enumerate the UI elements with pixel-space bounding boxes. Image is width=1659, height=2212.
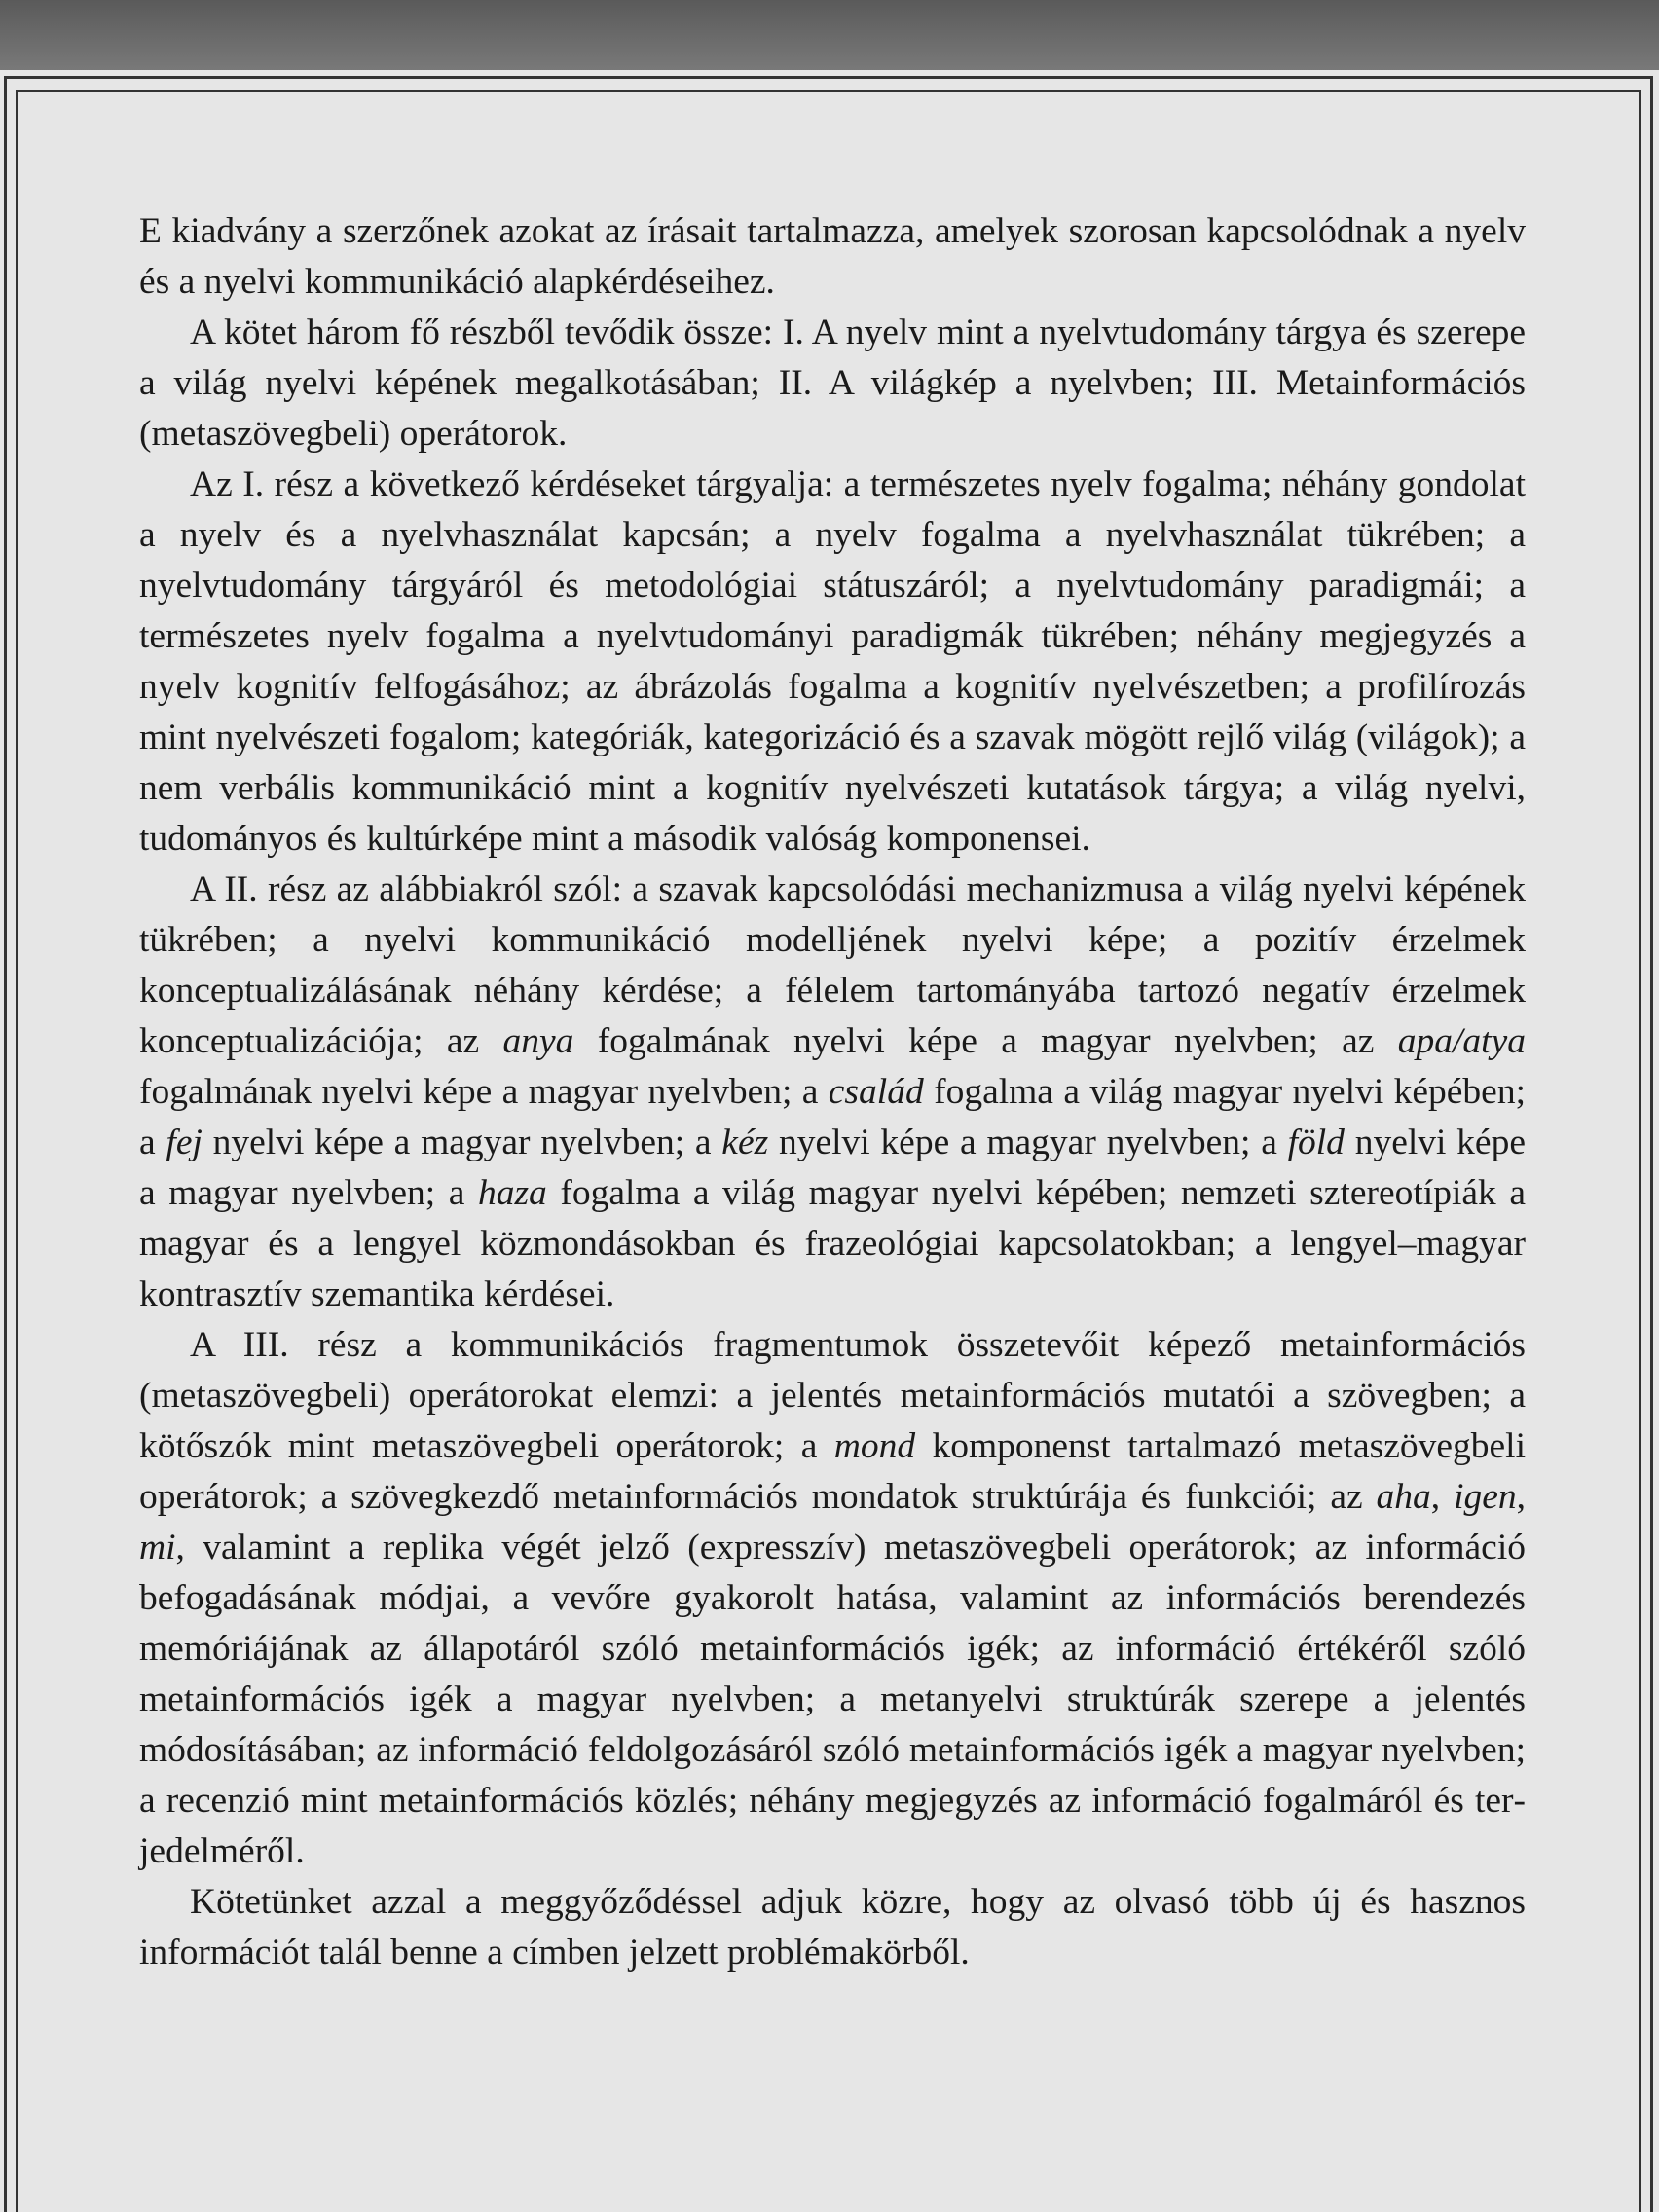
paragraph-segment: Kötetünket azzal a meggyőződéssel adjuk közre, hogy az olvasó több új és hasznos információt talál benne a címben jelzett problémakörből. — [139, 1882, 1526, 1972]
paragraph-segment: A kötet három fő részből tevődik össze: I. A nyelv mint a nyelvtudomány tárgya és szerepe a világ nyelvi képének megalkotásában; II. A világkép a nyelvben; III. Metainformációs (metaszövegbeli) operátorok. — [139, 313, 1526, 454]
italic-term: család — [828, 1072, 924, 1112]
paragraph-segment: A II. rész az alábbiakról szól: a szavak kapcsolódási mechanizmusa a világ nyelvi képének tükrében; a nyelvi kommunikáció modelljének nyelvi képe; a pozitív érzelmek konceptualizálásának néhány kérdése; a félelem tartományába tartozó negatív érzelmek konceptualizációja; az — [139, 869, 1526, 1061]
paragraph-segment: E kiadvány a szerzőnek azokat az írásait tartalmazza, amelyek szorosan kapcsolódnak a nyelv és a nyelvi kommunikáció alapkérdéseihez. — [139, 211, 1526, 302]
paragraph-segment: nyelvi képe a magyar nyelvben; a — [202, 1123, 722, 1162]
paragraph-closing — [139, 1877, 1526, 1978]
paragraph-part-three — [139, 1320, 1526, 1877]
italic-term: aha — [1376, 1477, 1431, 1517]
paragraph-segment: komponenst tartalmazó metaszövegbeli operátorok; a szövegkezdő metainformációs mondatok struktúrája és funkciói; az — [139, 1426, 1526, 1517]
paragraph-segment: , — [1516, 1477, 1527, 1517]
paragraph-intro — [139, 206, 1526, 308]
italic-term: mond — [833, 1426, 916, 1466]
paragraph-segment: nyelvi képe a magyar nyelvben; a — [768, 1123, 1288, 1162]
paragraph-segment: fogalmának nyelvi képe a magyar nyelvben; az — [573, 1021, 1398, 1061]
italic-term: anya — [502, 1021, 574, 1061]
italic-term: haza — [477, 1173, 547, 1213]
paragraph-segment: fogalmának nyelvi képe a magyar nyelvben; a — [139, 1072, 829, 1112]
paragraph-part-two — [139, 865, 1526, 1320]
paragraph-segment: Az I. rész a következő kérdéseket tárgyalja: a természetes nyelv fogalma; néhány gondolat a nyelv és a nyelvhasználat kapcsán; a nyelv fogalma a nyelvhasználat tükrében; a nyelvtudomány tárgyáról és metodológiai státuszáról; a nyelvtudomány paradigmái; a természetes nyelv fogalma a nyelvtudományi paradigmák tükrében; néhány megjegyzés a nyelv kognitív felfogásához; az ábrázolás fogalma a kognitív nyelvészetben; a profilírozás mint nyelvészeti fogalom; kategóriák, kategorizáció és a szavak mögött rejlő világ (világok); a nem verbális kommunikáció mint a kognitív nyelvészeti kutatások tárgya; a világ nyelvi, tudományos és kultúrképe mint a második valóság komponensei. — [139, 464, 1526, 859]
italic-term: igen — [1454, 1477, 1517, 1517]
italic-term: föld — [1287, 1123, 1345, 1162]
paragraph-segment: fogalma a világ magyar nyelvi képében; nemzeti sztereotípiák a magyar és a lengyel közmondásokban és frazeológiai kapcsolatokban; a lengyel–magyar kontrasztív szemantika kérdései. — [139, 1173, 1526, 1314]
paragraph-segment: nyelvi képe a magyar nyelvben; a — [139, 1123, 1526, 1213]
paragraph-segment: , valamint a replika végét jelző (expresszív) metaszövegbeli operátorok; az információ befogadásának módjai, a vevőre gyakorolt hatása, valamint az információs berendezés memóriájának az állapotáról szóló metainformációs igék; az információ értékéről szóló metainformációs igék a magyar nyelvben; a metanyelvi struktúrák szerepe a jelentés módosításában; az információ feldolgozásáról szóló metainformációs igék a magyar nyelvben; a recenzió mint metainformációs közlés; néhány megjegyzés az információ fogalmáról és terjedelméről. — [139, 1528, 1526, 1871]
italic-term: mi — [139, 1528, 176, 1567]
paragraph-segment: A III. rész a kommunikációs fragmentumok összetevőit képező metainformációs (metaszövegbeli) operátorokat elemzi: a jelentés metainformációs mutatói a szövegben; a kötőszók mint metaszövegbeli operátorok; a — [139, 1325, 1526, 1466]
background-top — [0, 0, 1659, 73]
italic-term: apa/atya — [1397, 1021, 1526, 1061]
italic-term: fej — [166, 1123, 203, 1162]
paragraph-segment: , — [1430, 1477, 1455, 1517]
paragraph-structure — [139, 308, 1526, 460]
paragraph-part-one — [139, 460, 1526, 865]
paragraph-segment: fogalma a világ magyar nyelvi képében; a — [139, 1072, 1526, 1162]
italic-term: kéz — [721, 1123, 769, 1162]
body-text — [139, 206, 1526, 1978]
